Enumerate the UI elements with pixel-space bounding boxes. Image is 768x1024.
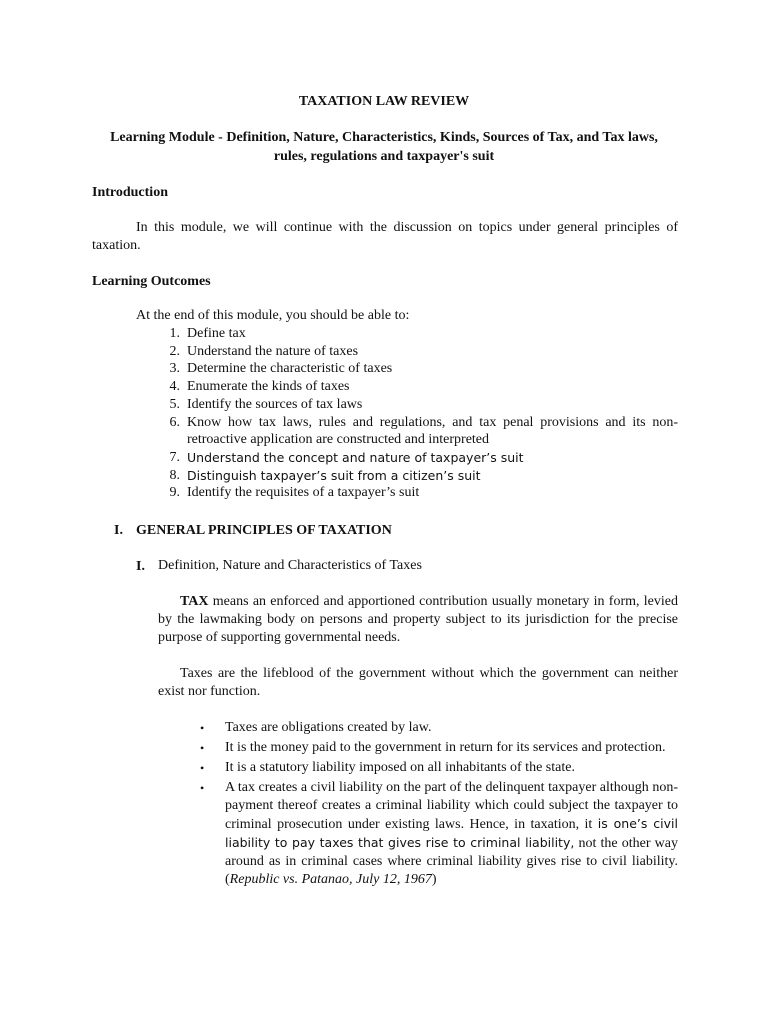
list-item: 8. Distinguish taxpayer’s suit from a citizen’s suit	[169, 467, 481, 483]
characteristics-list	[200, 719, 678, 891]
list-item: 3. Determine the characteristic of taxes	[169, 361, 393, 377]
section-number: I.	[114, 523, 123, 538]
lifeblood-paragraph: Taxes are the lifeblood of the government without which the government can neither exist nor function.	[158, 666, 678, 699]
list-item: 2. Understand the nature of taxes	[169, 343, 359, 359]
subsection-heading: Definition, Nature and Characteristics of Taxes	[158, 558, 422, 573]
list-item: 6. Know how tax laws, rules and regulations, and tax penal provisions and its non-retroactive application are constructed and interpreted	[169, 414, 678, 448]
section-heading: GENERAL PRINCIPLES OF TAXATION	[136, 523, 392, 538]
list-item: 5. Identify the sources of tax laws	[169, 396, 363, 412]
outcomes-heading: Learning Outcomes	[92, 274, 211, 289]
bullet-icon: •	[200, 761, 205, 775]
module-subtitle: Learning Module - Definition, Nature, Characteristics, Kinds, Sources of Tax, and Tax laws, rules, regulations and taxpayer's suit	[110, 130, 658, 164]
tax-definition-text: means an enforced and apportioned contribution usually monetary in form, levied by the lawmaking body on persons and property subject to its jurisdiction for the precise purpose of supporting governmental needs.	[158, 594, 678, 645]
intro-paragraph: In this module, we will continue with the discussion on topics under general principles of taxation.	[92, 220, 678, 253]
document-title: TAXATION LAW REVIEW	[298, 94, 470, 109]
list-item: • Taxes are obligations created by law.	[200, 720, 432, 735]
list-item: • A tax creates a civil liability on the part of the delinquent taxpayer although non-payment thereof creates a criminal liability which could subject the taxpayer to criminal prosecution under existing laws. Hence, in taxation, it is one’s civil liability to pay taxes that gives rise to criminal liability, not the other way around as in criminal cases where criminal liability gives rise to civil liability. (Republic vs. Patanao, July 12, 1967)	[200, 780, 678, 887]
outcomes-list	[158, 325, 678, 502]
tax-definition-paragraph	[158, 593, 678, 647]
case-citation: Republic vs. Patanao, July 12, 1967	[229, 872, 432, 887]
subsection-number: I.	[136, 559, 145, 574]
list-item: • It is the money paid to the government in return for its services and protection.	[200, 740, 666, 755]
list-item: 4. Enumerate the kinds of taxes	[169, 379, 350, 395]
list-item: 7. Understand the concept and nature of taxpayer’s suit	[169, 449, 524, 465]
list-item: 9. Identify the requisites of a taxpayer’s suit	[169, 485, 420, 501]
bullet-icon: •	[200, 721, 205, 735]
list-item: • It is a statutory liability imposed on all inhabitants of the state.	[200, 760, 575, 775]
list-item: 1. Define tax	[169, 326, 246, 341]
outcomes-lead: At the end of this module, you should be able to:	[136, 308, 410, 323]
bullet-icon: •	[200, 781, 205, 795]
tax-term: TAX	[180, 594, 209, 609]
intro-heading: Introduction	[92, 185, 168, 200]
bullet-icon: •	[200, 741, 205, 755]
